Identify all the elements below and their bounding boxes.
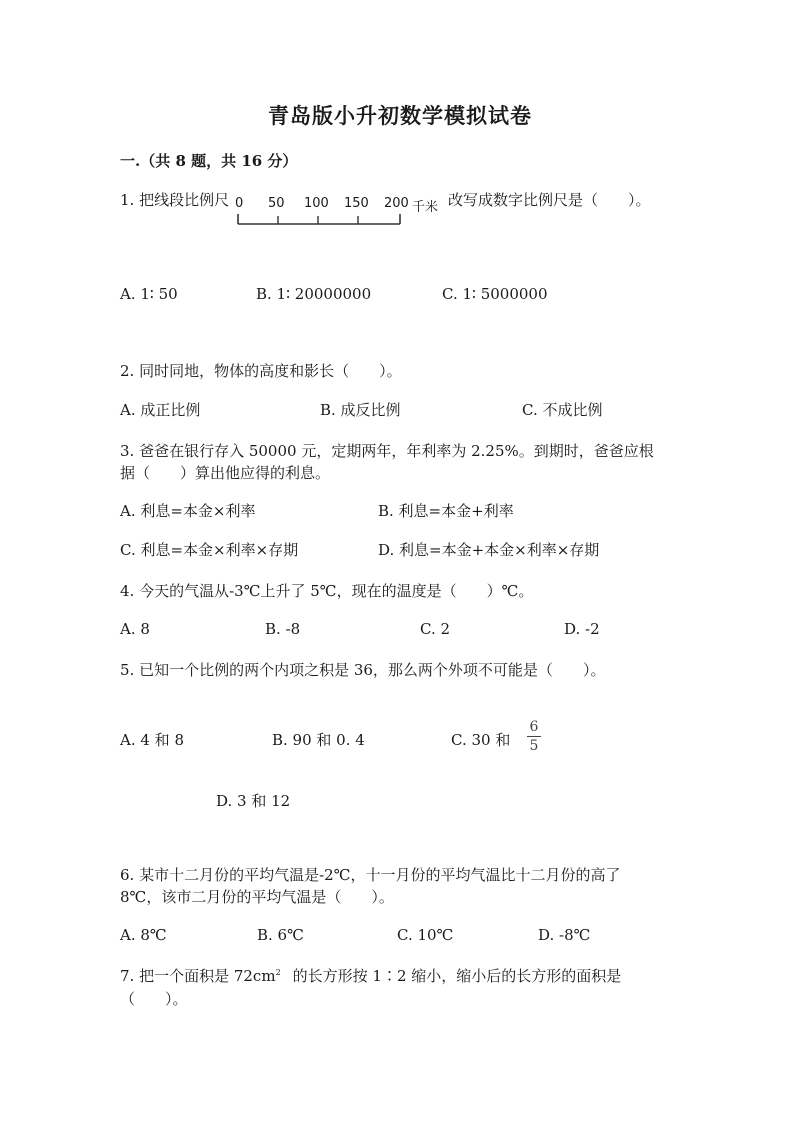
q2-option-b[interactable]: B. 成反比例 (320, 401, 401, 419)
scale-ruler (236, 212, 406, 228)
question-3-line-2: 据（ ）算出他应得的利息。 (120, 464, 331, 482)
q3-option-c[interactable]: C. 利息=本金×利率×存期 (120, 541, 299, 559)
scale-label-50: 50 (268, 196, 285, 211)
scale-label-150: 150 (344, 196, 369, 211)
q6-option-d[interactable]: D. -8℃ (538, 926, 591, 944)
q4-option-d[interactable]: D. -2 (564, 620, 600, 638)
q5-option-c-fraction (527, 719, 541, 754)
q5-option-c[interactable]: C. 30 和 (451, 731, 511, 749)
q6-option-b[interactable]: B. 6℃ (257, 926, 304, 944)
q4-option-a[interactable]: A. 8 (120, 620, 150, 638)
fraction-bar (527, 736, 541, 737)
question-6-line-2: 8℃，该市二月份的平均气温是（ ）。 (120, 888, 394, 906)
question-4-text: 4. 今天的气温从-3℃上升了 5℃，现在的温度是（ ）℃。 (120, 582, 534, 600)
superscript: 2 (275, 968, 281, 977)
q2-option-c[interactable]: C. 不成比例 (522, 401, 603, 419)
question-2-text: 2. 同时同地，物体的高度和影长（ ）。 (120, 362, 402, 380)
question-3-line-1: 3. 爸爸在银行存入 50000 元，定期两年，年利率为 2.25%。到期时，爸爸应根 (120, 442, 654, 460)
question-7-line-1 (120, 965, 621, 986)
question-1-text-before: 1. 把线段比例尺 (120, 191, 230, 209)
question-5-text: 5. 已知一个比例的两个内项之积是 36，那么两个外项不可能是（ ）。 (120, 661, 606, 679)
question-6-line-1: 6. 某市十二月份的平均气温是-2℃，十一月份的平均气温比十二月份的高了 (120, 866, 621, 884)
fraction-denominator: 5 (529, 738, 539, 754)
q6-option-c[interactable]: C. 10℃ (397, 926, 454, 944)
q1-option-a[interactable]: A. 1∶ 50 (120, 285, 178, 303)
q1-option-c[interactable]: C. 1∶ 5000000 (442, 285, 548, 303)
q4-option-c[interactable]: C. 2 (420, 620, 451, 638)
scale-label-100: 100 (304, 196, 329, 211)
fraction-numerator: 6 (529, 719, 539, 735)
q5-option-b[interactable]: B. 90 和 0. 4 (272, 731, 365, 749)
page-title: 青岛版小升初数学模拟试卷 (268, 103, 532, 128)
question-7-text-before: 7. 把一个面积是 72cm (120, 967, 276, 985)
q5-option-a[interactable]: A. 4 和 8 (120, 731, 184, 749)
q3-option-a[interactable]: A. 利息=本金×利率 (120, 502, 256, 520)
q1-option-b[interactable]: B. 1∶ 20000000 (256, 285, 372, 303)
q6-option-a[interactable]: A. 8℃ (120, 926, 167, 944)
q2-option-a[interactable]: A. 成正比例 (120, 401, 201, 419)
question-1-text-after: 改写成数字比例尺是（ ）。 (448, 191, 651, 209)
question-7-text-after: 的长方形按 1∶2 缩小，缩小后的长方形的面积是 (292, 967, 622, 985)
scale-unit: 千米 (412, 200, 439, 215)
q3-option-b[interactable]: B. 利息=本金+利率 (378, 502, 514, 520)
q3-option-d[interactable]: D. 利息=本金+本金×利率×存期 (378, 541, 600, 559)
section-heading: 一.（共 8 题，共 16 分） (120, 152, 298, 170)
question-7-line-2: （ ）。 (120, 990, 188, 1008)
q4-option-b[interactable]: B. -8 (265, 620, 301, 638)
scale-label-200: 200 (384, 196, 409, 211)
scale-label-0: 0 (235, 196, 244, 211)
q5-option-d[interactable]: D. 3 和 12 (216, 792, 291, 810)
